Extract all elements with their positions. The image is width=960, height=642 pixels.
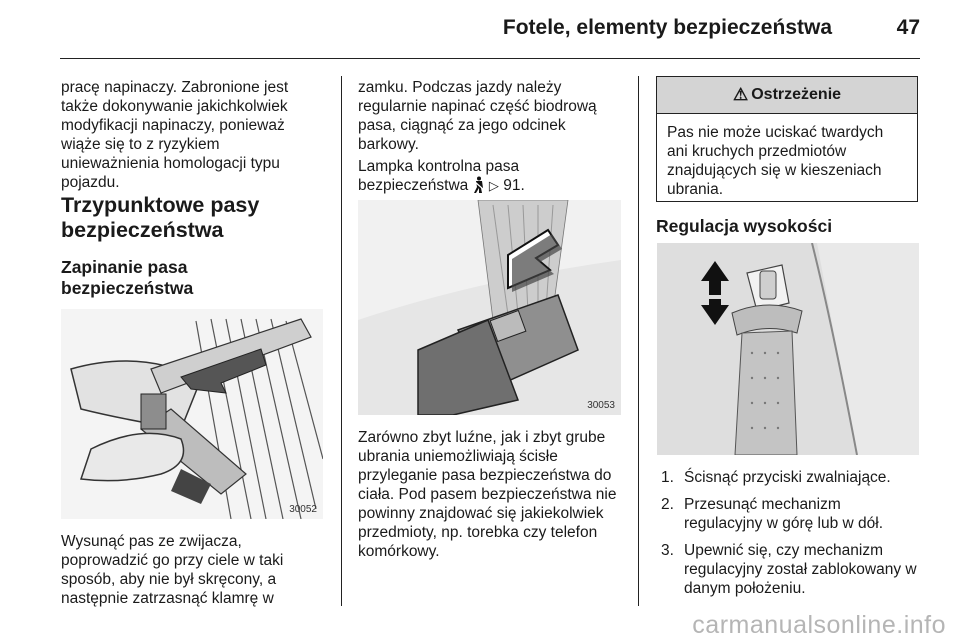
watermark: carmanualsonline.info — [692, 611, 946, 639]
figure-number: 30052 — [289, 504, 317, 515]
height-adjuster-figure — [657, 243, 919, 455]
header-title: Fotele, elementy bezpieczeństwa — [502, 16, 832, 39]
warning-triangle-icon: ⚠ — [732, 85, 749, 104]
caption-paragraph: Wysunąć pas ze zwijacza, poprowadzić go przy ciele w taki sposób, aby nie był skręcony, a następnie zatrzasnąć klamrę w — [61, 533, 284, 607]
column-divider-1 — [341, 76, 342, 606]
warning-lamp-paragraph: Lampka kontrolna pasa bezpieczeństwa ▷ 91. — [358, 157, 628, 198]
section-heading: Trzypunktowe pasy bezpieczeństwa — [61, 193, 260, 242]
page-reference-icon: ▷ — [488, 178, 499, 193]
seatbelt-icon — [473, 176, 485, 198]
list-item: 1. Ścisnąć przyciski zwalniające. — [661, 469, 891, 486]
buckling-belt-figure — [61, 309, 323, 519]
warning-header: ⚠ Ostrzeżenie — [657, 77, 917, 114]
height-adjustment-heading: Regulacja wysokości — [656, 216, 833, 236]
continuation-paragraph: zamku. Podczas jazdy należy regularnie napinać część biodrową pasa, ciągnąć za jego odcinek barkowy. — [358, 79, 597, 153]
adjustment-steps — [661, 468, 926, 606]
list-item: 3. Upewnić się, czy mechanizm regulacyjny został zablokowany w danym położeniu. — [661, 542, 917, 597]
clothing-paragraph: Zarówno zbyt luźne, jak i zbyt grube ubrania uniemożliwiają ścisłe przyleganie pasa bezpieczeństwa do ciała. Pod pasem bezpieczeństwa nie powinny znajdować się jakiekolwiek przedmioty, np. torebka czy telefon komórkowy. — [358, 429, 617, 560]
intro-paragraph: pracę napinaczy. Zabronione jest także dokonywanie jakichkolwiek modyfikacji napinaczy, ponieważ wiąże się to z ryzykiem unieważnienia homologacji typu pojazdu. — [61, 79, 289, 191]
column-divider-2 — [638, 76, 639, 606]
warning-box — [656, 76, 918, 202]
figure-number: 30053 — [587, 400, 615, 411]
page-number: 47 — [896, 16, 920, 39]
header-divider — [60, 58, 920, 59]
warning-body: Pas nie może uciskać twardych ani kruchych przedmiotów znajdujących się w kieszeniach ubrania. — [667, 124, 884, 198]
subsection-heading: Zapinanie pasa bezpieczeństwa — [61, 257, 194, 298]
buckle-closeup-figure — [358, 200, 621, 415]
list-item: 2. Przesunąć mechanizm regulacyjny w górę lub w dół. — [661, 496, 884, 532]
